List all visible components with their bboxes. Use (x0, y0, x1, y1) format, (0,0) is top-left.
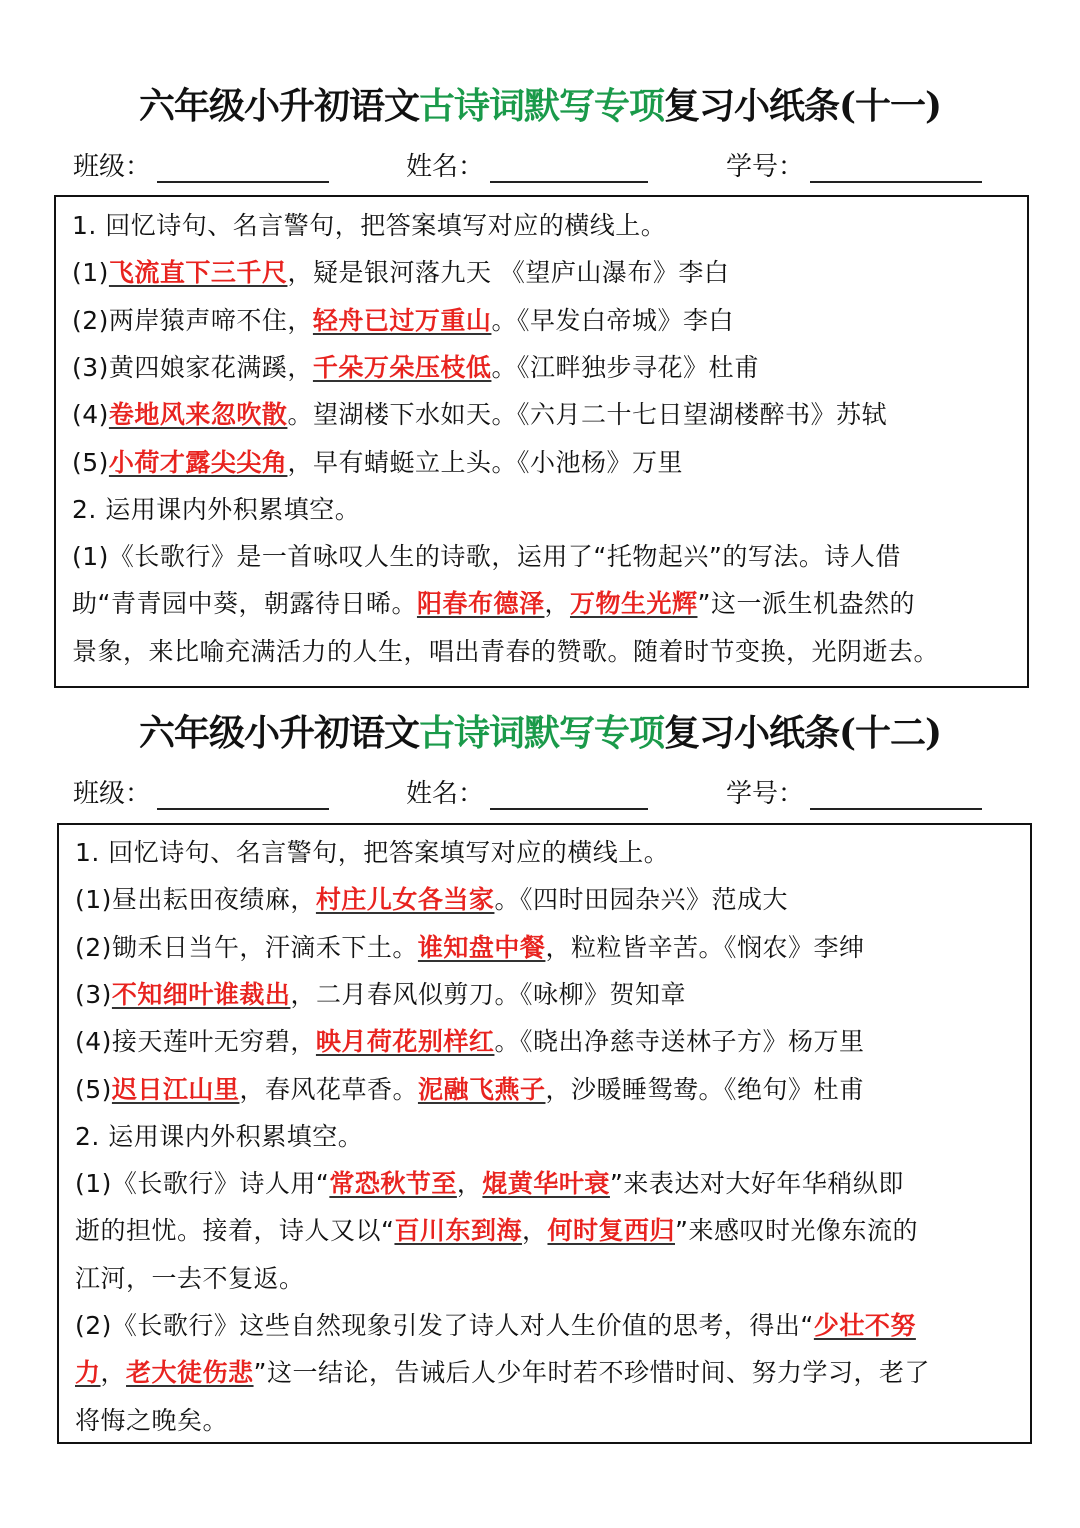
answer-text: 常恐秋节至 (329, 1169, 457, 1199)
question-text: 。《四时田园杂兴》范成大 (494, 885, 788, 915)
number-blank[interactable] (810, 780, 982, 810)
student-info-row (73, 146, 1013, 186)
exercise-line (75, 1405, 228, 1437)
number-field (726, 773, 982, 810)
answer-text: 轻舟已过万重山 (312, 305, 492, 335)
question-text: ， (544, 589, 570, 619)
exercise-line (75, 1026, 864, 1058)
exercise-line (72, 352, 759, 384)
question-text: ”来表达对大好年华稍纵即 (609, 1169, 904, 1199)
exercise-line (72, 636, 939, 668)
question-text: ， (456, 1169, 483, 1199)
answer-text: 焜黄华叶衰 (482, 1169, 610, 1199)
name-label: 姓名： (406, 152, 485, 182)
question-text: 景象，来比喻充满活力的人生，唱出青春的赞歌。随着时节变换，光阴逝去。 (72, 636, 940, 666)
sheet-title (0, 705, 1080, 756)
answer-text: 百川东到海 (394, 1216, 522, 1246)
question-text: 逝的担忧。接着，诗人又以“ (75, 1216, 395, 1246)
question-text: ，春风花草香。 (239, 1074, 418, 1104)
question-text: ， (100, 1358, 127, 1388)
question-text: 助“青青园中葵，朝露待日晞。 (72, 589, 417, 619)
question-text: 2. 运用课内外积累填空。 (72, 494, 361, 524)
number-label: 学号： (726, 152, 805, 182)
name-blank[interactable] (490, 780, 648, 810)
exercise-line (72, 210, 666, 242)
exercise-line (75, 884, 788, 916)
question-text: (4)接天莲叶无穷碧， (75, 1027, 316, 1057)
exercise-box (54, 195, 1029, 688)
class-field (73, 773, 329, 810)
exercise-line (72, 257, 729, 289)
question-text: ”这一派生机盎然的 (697, 589, 915, 619)
question-text: 。《江畔独步寻花》杜甫 (491, 352, 760, 382)
class-field (73, 146, 329, 183)
student-info-row (73, 773, 1013, 813)
answer-text: 阳春布德泽 (416, 589, 545, 619)
exercise-line (72, 541, 901, 573)
exercise-line (72, 447, 683, 479)
name-blank[interactable] (490, 153, 648, 183)
exercise-line (75, 837, 669, 869)
answer-text: 映月荷花别样红 (315, 1027, 495, 1057)
answer-text: 力 (75, 1358, 101, 1388)
question-text: (1)《长歌行》是一首咏叹人生的诗歌，运用了“托物起兴”的写法。诗人借 (72, 542, 901, 572)
question-text: 2. 运用课内外积累填空。 (75, 1121, 364, 1151)
class-blank[interactable] (157, 780, 329, 810)
answer-text: 万物生光辉 (569, 589, 698, 619)
exercise-line (75, 1263, 305, 1295)
question-text: (5) (72, 447, 109, 477)
name-label: 姓名： (406, 779, 485, 809)
question-text: ，粒粒皆辛苦。《悯农》李绅 (545, 932, 865, 962)
exercise-line (72, 588, 915, 620)
title-highlight: 古诗词默写专项 (418, 712, 664, 754)
question-text: (2)两岸猿声啼不住， (72, 305, 313, 335)
question-text: 。《晓出净慈寺送林子方》杨万里 (494, 1027, 865, 1057)
exercise-line (72, 399, 887, 431)
question-text: ，二月春风似剪刀。《咏柳》贺知章 (290, 979, 686, 1009)
answer-text: 飞流直下三千尺 (108, 258, 288, 288)
question-text: 。望湖楼下水如天。《六月二十七日望湖楼醉书》苏轼 (287, 400, 887, 430)
title-prefix: 六年级小升初语文 (138, 712, 419, 754)
question-text: 江河，一去不复返。 (75, 1263, 305, 1293)
title-suffix: 复习小纸条(十二) (663, 712, 942, 754)
number-field (726, 146, 982, 183)
exercise-line (75, 1215, 918, 1247)
title-highlight: 古诗词默写专项 (418, 85, 664, 127)
name-field (406, 146, 648, 183)
exercise-line (75, 979, 686, 1011)
class-label: 班级： (73, 779, 152, 809)
answer-text: 不知细叶谁裁出 (111, 979, 291, 1009)
question-text: (3) (75, 979, 112, 1009)
answer-text: 迟日江山里 (111, 1074, 240, 1104)
question-text: (1) (72, 258, 109, 288)
question-text: (5) (75, 1074, 112, 1104)
question-text: 将悔之晚矣。 (75, 1405, 229, 1435)
exercise-line (75, 1074, 864, 1106)
answer-text: 千朵万朵压枝低 (312, 352, 492, 382)
title-prefix: 六年级小升初语文 (138, 85, 419, 127)
exercise-line (75, 932, 864, 964)
exercise-line (75, 1168, 904, 1200)
number-label: 学号： (726, 779, 805, 809)
answer-text: 谁知盘中餐 (417, 932, 546, 962)
question-text: (1)昼出耘田夜绩麻， (75, 885, 316, 915)
number-blank[interactable] (810, 153, 982, 183)
question-text: ，早有蜻蜓立上头。《小池杨》万里 (287, 447, 683, 477)
sheet-title (0, 78, 1080, 129)
question-text: 1. 回忆诗句、名言警句，把答案填写对应的横线上。 (72, 211, 667, 240)
question-text: ，疑是银河落九天 《望庐山瀑布》李白 (287, 258, 730, 288)
question-text: ”这一结论，告诫后人少年时若不珍惜时间、努力学习，老了 (253, 1358, 931, 1388)
class-blank[interactable] (157, 153, 329, 183)
answer-text: 泥融飞燕子 (417, 1074, 546, 1104)
question-text: ，沙暖睡鸳鸯。《绝句》杜甫 (545, 1074, 865, 1104)
question-text: 。《早发白帝城》李白 (491, 305, 734, 335)
exercise-line (75, 1310, 916, 1342)
question-text: (2)锄禾日当午，汗滴禾下土。 (75, 932, 418, 962)
question-text: (3)黄四娘家花满蹊， (72, 352, 313, 382)
answer-text: 村庄儿女各当家 (315, 885, 495, 915)
question-text: (4) (72, 400, 109, 430)
question-text: 1. 回忆诗句、名言警句，把答案填写对应的横线上。 (75, 838, 670, 867)
exercise-line (75, 1357, 930, 1389)
answer-text: 何时复西归 (547, 1216, 675, 1246)
answer-text: 卷地风来忽吹散 (108, 400, 288, 430)
exercise-line (75, 1121, 363, 1153)
exercise-box (57, 823, 1032, 1444)
question-text: (1)《长歌行》诗人用“ (75, 1169, 330, 1199)
answer-text: 少壮不努 (813, 1311, 916, 1340)
question-text: ”来感叹时光像东流的 (675, 1216, 918, 1246)
name-field (406, 773, 648, 810)
exercise-line (72, 494, 360, 526)
question-text: ， (521, 1216, 548, 1246)
exercise-line (72, 305, 734, 337)
question-text: (2)《长歌行》这些自然现象引发了诗人对人生价值的思考，得出“ (75, 1311, 814, 1340)
answer-text: 小荷才露尖尖角 (108, 447, 288, 477)
title-suffix: 复习小纸条(十一) (663, 85, 942, 127)
class-label: 班级： (73, 152, 152, 182)
answer-text: 老大徒伤悲 (126, 1358, 254, 1388)
